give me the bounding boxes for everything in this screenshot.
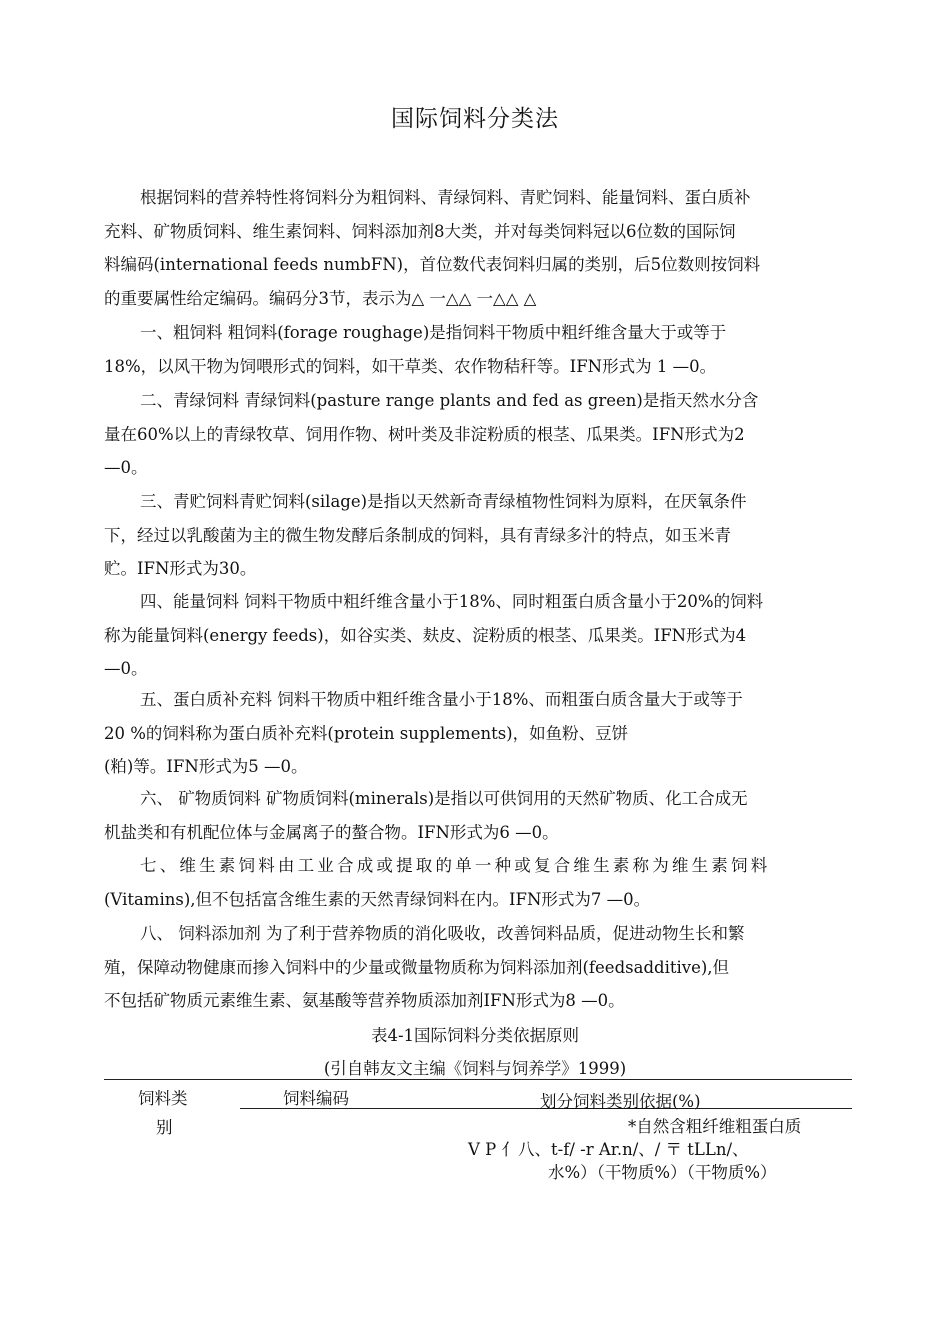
paragraph-protein-supplements [104,683,852,784]
paragraph-silage [104,485,852,586]
text-line: 八、 饲料添加剂 为了利于营养物质的消化吸收，改善饲料品质，促进动物生长和繁 [140,924,745,943]
text-line: 四、能量饲料 饲料干物质中粗纤维含量小于18%、同时粗蛋白质含量小于20%的饲料 [140,592,764,611]
paragraph-minerals [104,782,852,849]
text-line: 量在60%以上的青绿牧草、饲用作物、树叶类及非淀粉质的根茎、瓜果类。IFN形式为2 [104,424,745,444]
text-line: 不包括矿物质元素维生素、氨基酸等营养物质添加剂IFN形式为8 —0。 [104,991,625,1010]
text-line: 六、 矿物质饲料 矿物质饲料(minerals)是指以可供饲用的天然矿物质、化工合成无 [140,789,748,808]
column-header-category-cont: 别 [156,1118,173,1137]
text-line: 充料、矿物质饲料、维生素饲料、饲料添加剂8大类，并对每类饲料冠以6位数的国际饲 [104,221,736,241]
text-line: 机盐类和有机配位体与金属离子的螯合物。IFN形式为6 —0。 [104,822,559,842]
paragraph-energy-feeds [104,585,852,686]
sub-header-line-3: 水%）（干物质%）（干物质%） [548,1163,777,1182]
table-source: (引自韩友文主编《饲料与饲养学》1999) [323,1059,627,1078]
text-line: 下，经过以乳酸菌为主的微生物发酵后条制成的饲料，具有青绿多汁的特点，如玉米青 [104,525,731,545]
text-line: 一、粗饲料 粗饲料(forage roughage)是指饲料干物质中粗纤维含量大于或等于 [140,323,727,342]
text-line: 五、蛋白质补充料 饲料干物质中粗纤维含量小于18%、而粗蛋白质含量大于或等于 [140,690,743,709]
text-line: 七、维生素饲料由工业合成或提取的单一种或复合维生素称为维生素饲料 [140,856,771,875]
text-line: 三、青贮饲料青贮饲料(silage)是指以天然新奇青绿植物性饲料为原料，在厌氧条件 [140,492,747,511]
text-line: 18%，以风干物为饲喂形式的饲料，如干草类、农作物秸秆等。IFN形式为 1 —0。 [104,356,717,376]
text-line: 二、青绿饲料 青绿饲料(pasture range plants and fed as green)是指天然水分含 [140,391,759,410]
paragraph-roughage [104,316,852,383]
text-line: —0。 [104,458,148,477]
column-header-basis: 划分饲料类别依据(%) [540,1092,701,1111]
table-top-rule [104,1079,852,1080]
text-line: 殖，保障动物健康而掺入饲料中的少量或微量物质称为饲料添加剂(feedsadditive),但 [104,957,730,977]
column-header-category: 饲料类 [138,1089,188,1108]
text-line: 称为能量饲料(energy feeds)，如谷实类、麸皮、淀粉质的根茎、瓜果类。IFN形式为4 [104,625,747,645]
column-header-code: 饲料编码 [283,1089,349,1108]
text-line: 根据饲料的营养特性将饲料分为粗饲料、青绿饲料、青贮饲料、能量饲料、蛋白质补 [140,188,751,207]
sub-header-line-1: *自然含粗纤维粗蛋白质 [628,1117,802,1136]
paragraph-green-forage [104,384,852,485]
sub-header-line-2: V P 亻八、t-f/ -r Ar.n/、/ 〒 tLLn/、 [468,1140,749,1159]
text-line: 的重要属性给定编码。编码分3节，表示为△ 一△△ 一△△ △ [104,288,537,308]
table-caption: 表4-1国际饲料分类依据原则 [370,1026,580,1045]
text-line: 料编码(international feeds numbFN)，首位数代表饲料归属的类别，后5位数则按饲料 [104,255,761,274]
page-title: 国际饲料分类法 [391,106,559,132]
text-line: 20 %的饲料称为蛋白质补充料(protein supplements)，如鱼粉、豆饼 [104,723,629,743]
paragraph-additives [104,917,852,1018]
paragraph-intro [104,181,852,315]
paragraph-vitamins [104,849,852,916]
text-line: (粕)等。IFN形式为5 —0。 [104,757,308,776]
text-line: 贮。IFN形式为30。 [104,559,257,578]
text-line: —0。 [104,659,148,678]
text-line: (Vitamins),但不包括富含维生素的天然青绿饲料在内。IFN形式为7 —0。 [104,889,651,909]
